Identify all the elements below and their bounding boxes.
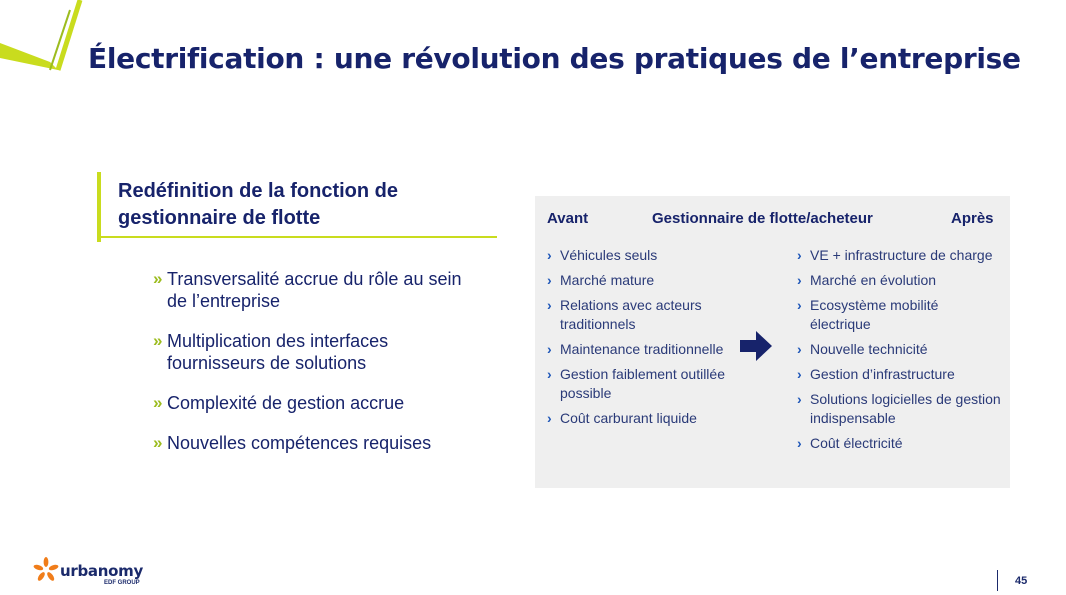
before-item-text: Maintenance traditionnelle — [560, 341, 724, 357]
bullet-text: Complexité de gestion accrue — [167, 393, 405, 413]
arrow-right-icon — [740, 331, 774, 361]
center-header: Gestionnaire de flotte/acheteur — [652, 210, 873, 227]
chevron-right-icon: › — [547, 366, 552, 382]
subheading-accent-bar — [97, 172, 101, 242]
after-item-text: Gestion d’infrastructure — [810, 366, 955, 382]
bullet-item — [153, 432, 483, 454]
page-number-divider — [997, 570, 998, 591]
slide-title: Électrification : une révolution des pratiques de l’entreprise — [88, 42, 1021, 75]
chevron-right-icon: › — [547, 272, 552, 288]
chevron-right-icon: › — [547, 247, 552, 263]
logo-wordmark: urbanomy — [60, 562, 143, 580]
chevron-right-icon: › — [797, 366, 802, 382]
bullet-marker: » — [153, 433, 163, 452]
chevron-right-icon: › — [797, 297, 802, 313]
after-item — [797, 390, 1002, 428]
bullet-marker: » — [153, 269, 163, 288]
after-item-text: Marché en évolution — [810, 272, 937, 288]
before-item — [547, 365, 747, 403]
after-item-text: Solutions logicielles de gestion indispensable — [810, 391, 1001, 426]
after-item — [797, 296, 1002, 334]
chevron-right-icon: › — [797, 391, 802, 407]
after-item — [797, 365, 1002, 384]
bullet-item — [153, 268, 483, 312]
bullet-item — [153, 330, 483, 374]
bullet-marker: » — [153, 393, 163, 412]
after-item — [797, 340, 1002, 359]
before-item — [547, 409, 747, 428]
bullet-text: Nouvelles compétences requises — [167, 433, 432, 453]
chevron-right-icon: › — [547, 410, 552, 426]
urbanomy-logo-icon — [32, 556, 60, 584]
before-item-text: Relations avec acteurs traditionnels — [560, 297, 702, 332]
after-item-text: VE + infrastructure de charge — [810, 247, 993, 263]
corner-decoration — [0, 0, 90, 80]
before-header: Avant — [547, 210, 589, 227]
page-number: 45 — [1015, 575, 1028, 587]
logo-group-label: EDF GROUP — [104, 580, 140, 586]
after-item-text: Coût électricité — [810, 435, 903, 451]
after-item — [797, 271, 1002, 290]
before-item — [547, 246, 747, 265]
after-item-text: Ecosystème mobilité électrique — [810, 297, 939, 332]
after-item — [797, 434, 1002, 453]
chevron-right-icon: › — [547, 341, 552, 357]
bullet-marker: » — [153, 331, 163, 350]
after-item — [797, 246, 1002, 265]
comparison-panel — [535, 196, 1010, 488]
subheading: Redéfinition de la fonction de gestionnaire de flotte — [118, 180, 398, 229]
after-item-text: Nouvelle technicité — [810, 341, 928, 357]
chevron-right-icon: › — [797, 247, 802, 263]
bullet-text: Transversalité accrue du rôle au sein de l’entreprise — [167, 269, 462, 311]
before-item — [547, 340, 747, 359]
before-item-text: Marché mature — [560, 272, 655, 288]
before-item-text: Véhicules seuls — [560, 247, 658, 263]
before-item-text: Coût carburant liquide — [560, 410, 697, 426]
chevron-right-icon: › — [797, 272, 802, 288]
bullet-text: Multiplication des interfaces fournisseurs de solutions — [167, 331, 389, 373]
before-list — [547, 246, 747, 434]
bullet-list — [153, 268, 483, 472]
before-item — [547, 271, 747, 290]
before-item — [547, 296, 747, 334]
after-header: Après — [951, 210, 994, 227]
bullet-item — [153, 392, 483, 414]
chevron-right-icon: › — [547, 297, 552, 313]
before-item-text: Gestion faiblement outillée possible — [560, 366, 725, 401]
after-list — [797, 246, 1002, 459]
subheading-underline — [97, 236, 497, 238]
chevron-right-icon: › — [797, 435, 802, 451]
chevron-right-icon: › — [797, 341, 802, 357]
